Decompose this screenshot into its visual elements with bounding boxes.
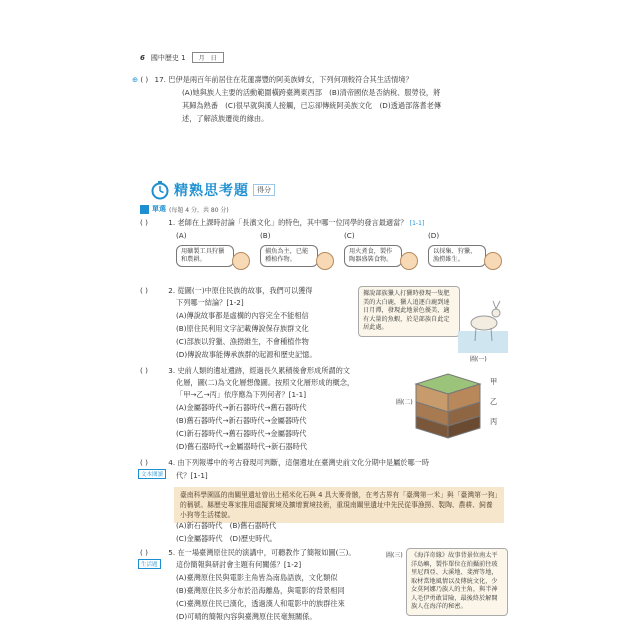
answer-blank[interactable]: ( ) [140,366,148,375]
q17-line: 述，了解該族遷徙的緣由。 [182,114,269,123]
question-3: ( ) 3. 史前人類的遺址遺跡，經過長久累積後會形成所謂的文 [140,366,350,375]
option-b[interactable]: (B) [260,231,271,240]
page-header [140,52,224,63]
news-excerpt: 臺南科學園區的南關里遺址曾出土稻米化石與 4 具大麥骨骸，在考古界有「臺灣第一米」與「臺灣第一狗」的稱號。縣歷史專家推用虛擬實境及擴增實境技術，重現南關里遺址中先民從事漁撈、製陶、農耕、飼養小狗等生活樣貌。 [174,487,504,523]
option-d[interactable]: (D) [428,231,440,240]
q17-line: 其歸為熟番 (C)很早就與漢人接觸，已忘卻傳統阿美族文化 (D)透過部落耆老傳 [182,101,441,110]
deer-illustration [458,297,508,353]
q4-line: 代？[1-1] [176,471,208,480]
option-cd[interactable]: (C)金屬器時代 (D)歷史時代。 [176,534,277,543]
student-avatar [484,252,502,270]
student-avatar [232,252,250,270]
layer-label: 丙 [490,417,498,426]
stopwatch-icon [150,180,170,200]
option-b[interactable]: (B)原住民利用文字記載傳說保存族群文化 [176,324,309,333]
text-reading-tag: 文本閱讀 [138,469,166,479]
option-b[interactable]: (B)臺灣原住民多分布於沿海離島，與電影的背景相同 [176,586,345,595]
q2-line: 下列哪一結論？[1-2] [176,298,244,307]
question-5: ( ) 5. 在一場臺灣原住民的演講中，可聽教作了簡報如圖(三)。 [140,548,356,557]
speech-bubble: 以採集、狩獵、漁撈維生。 [428,245,486,267]
book-title: 國中歷史 1 [150,53,186,62]
option-c[interactable]: (C)臺灣原住民已漢化，透過漢人和電影中的族群往來 [176,599,345,608]
option-d[interactable]: (D)舊石器時代→金屬器時代→新石器時代 [176,442,308,451]
option-a[interactable]: (A)金屬器時代→新石器時代→舊石器時代 [176,403,307,412]
answer-blank[interactable]: ( ) [140,75,149,84]
question-2: ( ) 2. 從圖(一)中原住民族的故事，我們可以獲得 [140,286,313,295]
option-a[interactable]: (A) [176,231,187,240]
q3-line: 化層，圖(二)為文化層想像圖。按照文化層形成的概念， [176,378,355,387]
student-avatar [316,252,334,270]
question-4: ( ) 4. 由下列報導中的考古發現可判斷，這個遺址在臺灣史前文化分期中是屬於哪一時 [140,458,430,467]
answer-blank[interactable]: ( ) [140,458,148,467]
option-a[interactable]: (A)臺灣原住民與電影主角皆為南島語族，文化類似 [176,573,338,582]
life-topic-tag: 生活題 [138,559,161,569]
culture-layer-illustration [408,370,486,440]
student-avatar [400,252,418,270]
square-icon [140,205,149,214]
q17-line: (A)她與族人主要的活動範圍橫跨臺灣東西部 (B)清帝國依是否納稅、服勞役，將 [182,88,441,97]
speech-bubble: 用火煮食，製作陶器盛裝食物。 [344,245,402,267]
option-c[interactable]: (C)新石器時代→舊石器時代→金屬器時代 [176,429,307,438]
question-17: ⊕ ( ) 17. 巴伊是兩百年前居住在花蓮壽豐的阿美族婦女，下列何項較符合其生活情境？ [132,75,413,84]
figure-caption: 圖(一) [470,356,487,363]
option-c[interactable]: (C) [344,231,355,240]
layer-label: 乙 [490,397,498,406]
story-note: 據說部族獵人打獵時發現一隻肥美的大白鹿，獵人追逐白鹿到達日月潭，發現此地景色優美，適有大量的魚蝦，於是部族自此定居此處。 [358,286,460,337]
section-title [150,180,275,200]
question-1: ( ) 1. 老師在上課時討論「長濱文化」的特色，其中哪一位同學的發言最適當？ [1-1] [140,218,425,227]
answer-blank[interactable]: ( ) [140,218,148,227]
score-box[interactable]: 得分 [253,184,275,196]
speech-bubble: 用礦製工具狩獵和農耕。 [176,245,234,267]
q3-line: 「甲→乙→丙」依序應為下列何者？[1-1] [176,390,307,399]
option-ab[interactable]: (A)新石器時代 (B)舊石器時代 [176,521,277,530]
option-b[interactable]: (B)舊石器時代→新石器時代→金屬器時代 [176,416,307,425]
page-number: 6 [140,53,145,62]
textbook-page [132,52,512,621]
layer-label: 甲 [490,377,498,386]
answer-blank[interactable]: ( ) [140,286,148,295]
date-box: 月 日 [192,52,224,63]
option-a[interactable]: (A)傳說故事都是虛構的內容完全不能相信 [176,311,309,320]
option-d[interactable]: (D)傳說故事能傳承族群的起源和歷史記憶。 [176,350,317,359]
q5-line: 這份簡報與研討會主題有何關係？[1-2] [176,560,302,569]
option-c[interactable]: (C)部族以狩獵、漁撈維生，不會種植作物 [176,337,309,346]
speech-bubble: 捕魚為主，已能種植作物。 [260,245,318,267]
figure-caption: 圖(二) [396,399,413,406]
slide-note: 《海洋奇緣》故事背景位南太平洋島嶼，製作單位在拍攝前往玻里尼西亞、大溪地、斐濟等地，取材當地風情以及傳統文化，少女莫阿娜乃族人的主角，與半神人毛伊勇敢冒險，最後終於解開族人在海洋的秘密。 [406,548,508,616]
answer-blank[interactable]: ( ) [140,548,148,557]
question-type: 單選 (每題 4 分，共 80 分) [140,204,229,214]
option-d[interactable]: (D)可晴的簡報內容與臺灣原住民毫無關係。 [176,612,317,621]
globe-icon: ⊕ [132,75,139,84]
figure-caption: 圖(三) [386,552,403,559]
section-heading: 精熟思考題 [174,183,249,199]
question-stem: 巴伊是兩百年前居住在花蓮壽豐的阿美族婦女，下列何項較符合其生活情境？ [168,75,413,84]
